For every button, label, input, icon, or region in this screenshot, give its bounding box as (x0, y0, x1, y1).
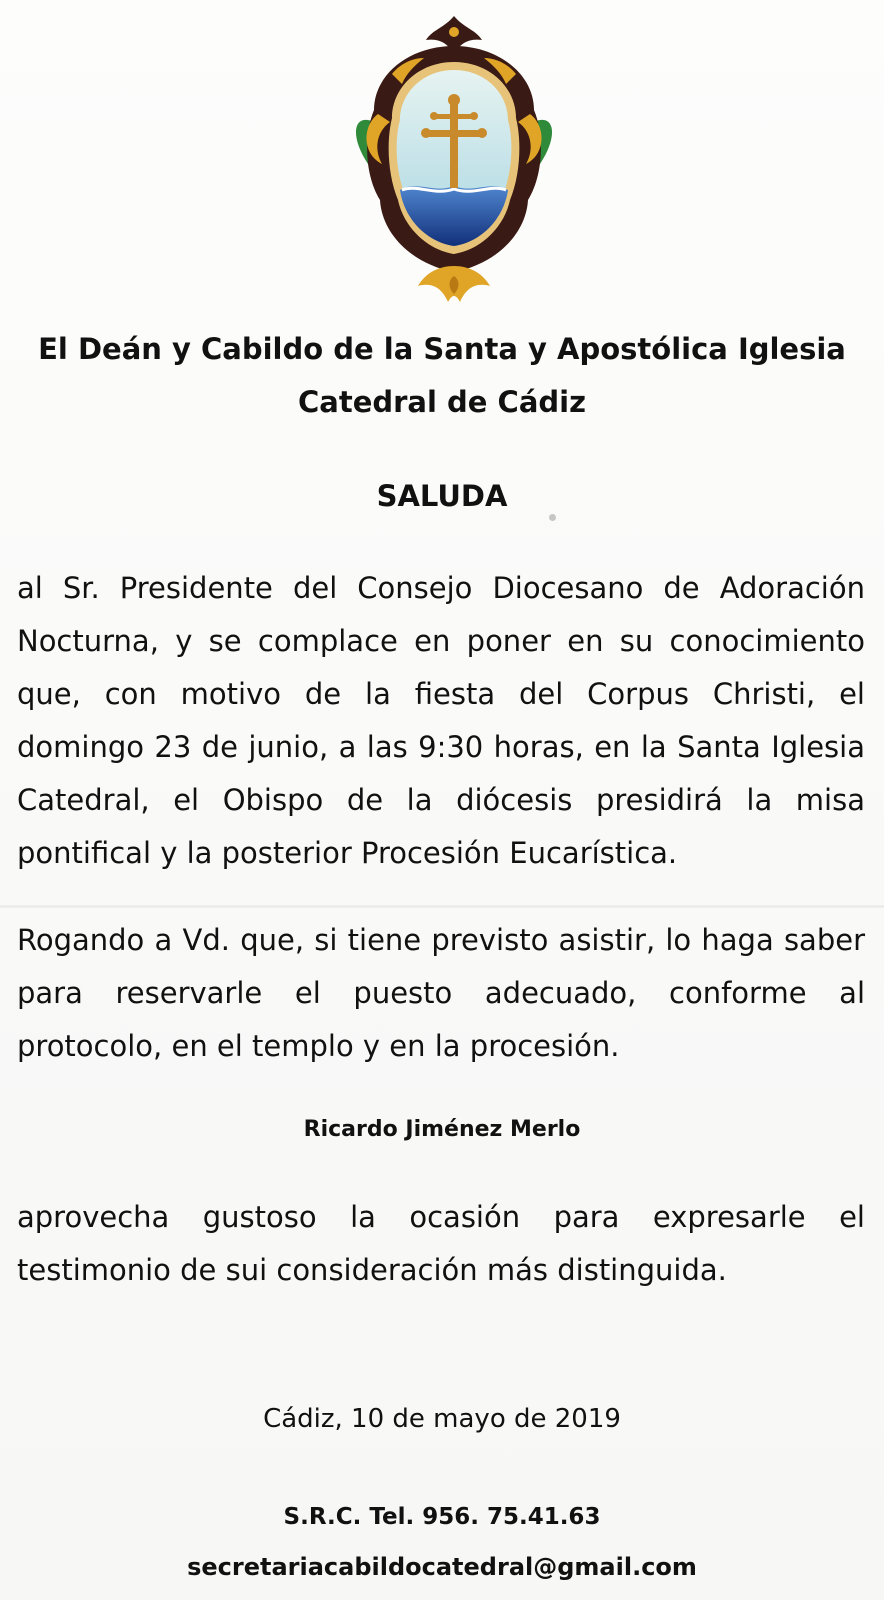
issuer-title (0, 323, 884, 429)
issuer-title-line1: El Deán y Cabildo de la Santa y Apostólica Iglesia (38, 332, 846, 366)
scan-speck (549, 514, 556, 521)
issuer-title-line2: Catedral de Cádiz (297, 385, 586, 419)
saluda-heading: SALUDA (376, 479, 508, 513)
body-paragraph-2: Rogando a Vd. que, si tiene previsto asistir, lo haga saber para reservarle el puesto adecuado, conforme al protocolo, en el templo y en la procesión. (17, 923, 865, 1063)
coat-of-arms-icon (348, 14, 560, 304)
email-line: secretariacabildocatedral@gmail.com (187, 1553, 697, 1581)
fold-line (0, 905, 884, 908)
signer-name: Ricardo Jiménez Merlo (303, 1117, 581, 1142)
date-line: Cádiz, 10 de mayo de 2019 (263, 1404, 621, 1434)
body-paragraph-1: al Sr. Presidente del Consejo Diocesano de Adoración Nocturna, y se complace en poner en su conocimiento que, con motivo de la fiesta del Corpus Christi, el domingo 23 de junio, a las 9:30 horas, en la Santa Iglesia Catedral, el Obispo de la diócesis presidirá la misa pontifical y la posterior Procesión Eucarística. (17, 571, 865, 870)
body-paragraph-3: aprovecha gustoso la ocasión para expresarle el testimonio de sui consideración más distinguida. (17, 1200, 865, 1287)
phone-line: S.R.C. Tel. 956. 75.41.63 (283, 1504, 601, 1530)
